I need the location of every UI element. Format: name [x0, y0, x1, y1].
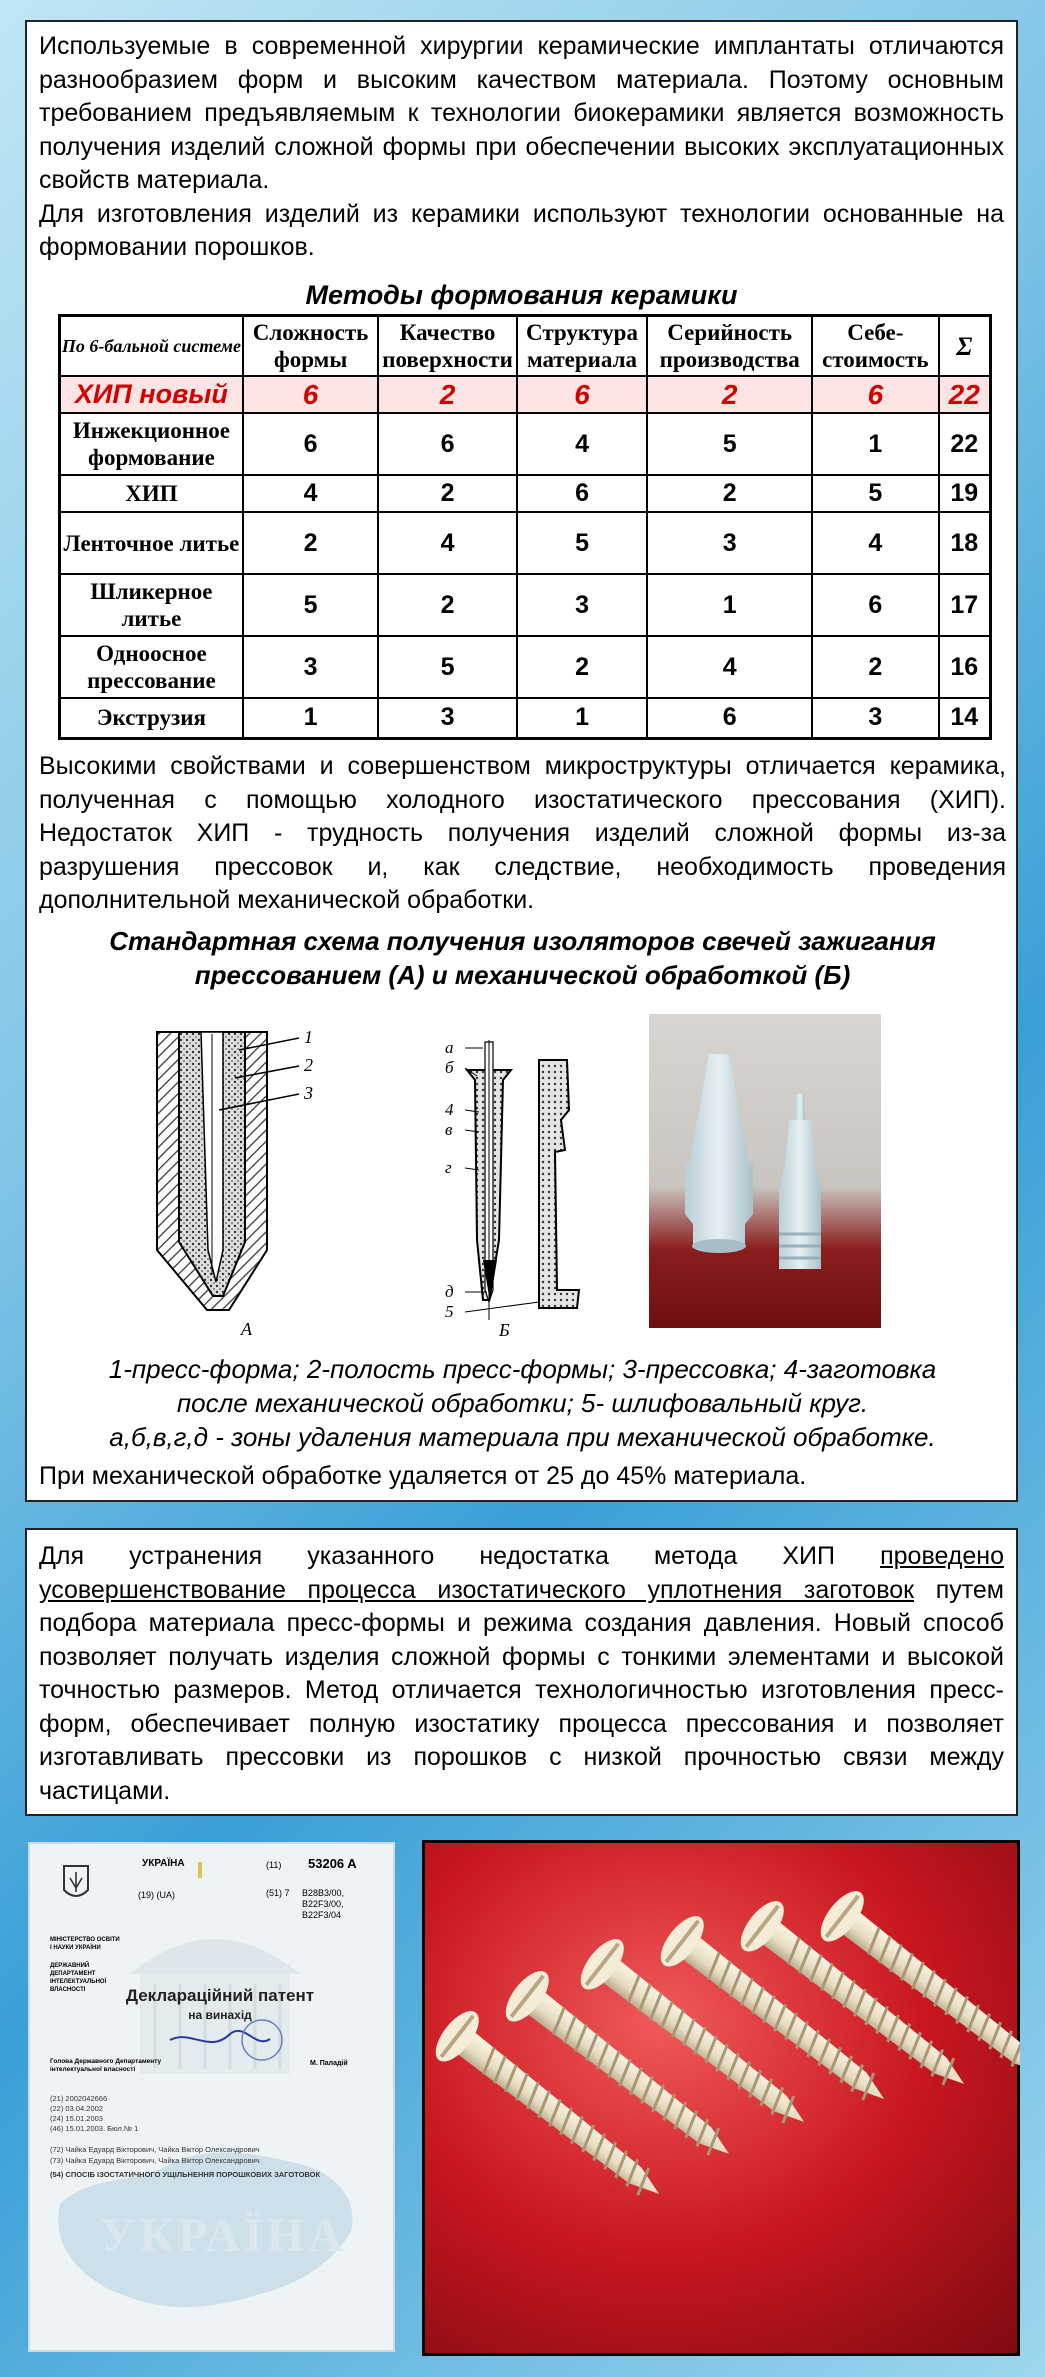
score-cell: 1 — [243, 698, 378, 738]
score-cell: 3 — [243, 636, 378, 698]
patent-date: (46) 15.01.2003. Бюл.№ 1 — [50, 2124, 139, 2133]
patent-date: (21) 2002042666 — [50, 2094, 108, 2103]
score-cell: 4 — [243, 475, 378, 512]
col-header: Серийность производства — [647, 316, 812, 377]
score-cell: 6 — [517, 475, 647, 512]
scheme-caption-line-2: после механической обработки; 5- шлифовальный круг. — [176, 1388, 869, 1418]
method-name: Ленточное литье — [60, 512, 243, 574]
method-name: Инжекционное формование — [60, 413, 243, 475]
patent-ipc-codes — [302, 1888, 344, 1921]
score-cell: 5 — [378, 636, 517, 698]
col-header: Сложность формы — [243, 316, 378, 377]
callout-number: 4 — [445, 1100, 454, 1119]
patent-code-11: (11) — [266, 1860, 282, 1870]
callout-letter: в — [445, 1120, 453, 1139]
improvement-text-start: Для устранения указанного недостатка метода ХИП — [39, 1542, 881, 1570]
diagram-a-label: А — [241, 1319, 252, 1339]
patent-ipc: B28B3/00, — [302, 1888, 345, 1898]
patent-invention-title: (54) СПОСІБ ІЗОСТАТИЧНОГО УЩІЛЬНЕННЯ ПОРОШКОВИХ ЗАГОТОВОК — [50, 2170, 321, 2179]
method-name: ХИП — [60, 475, 243, 512]
patent-code-51: (51) 7 — [266, 1888, 290, 1898]
scheme-title: Стандартная схема получения изоляторов свечей зажигания прессованием (А) и механической обработкой (Б) — [109, 926, 936, 990]
score-cell: 5 — [517, 512, 647, 574]
patent-ministry: МІНІСТЕРСТВО ОСВІТИ І НАУКИ УКРАЇНИ — [50, 1937, 120, 1951]
score-sum: 14 — [939, 698, 991, 738]
method-name: Одноосное прессование — [60, 636, 243, 698]
insulators-photo — [649, 1014, 881, 1328]
ceramic-screws-photo — [422, 1840, 1020, 2356]
score-cell: 2 — [378, 475, 517, 512]
col-header: Качество поверхности — [378, 316, 517, 377]
score-sum: 22 — [939, 376, 991, 413]
patent-title: Деклараційний патент — [125, 1986, 315, 2005]
machining-diagram-b — [427, 1040, 627, 1340]
table-row — [60, 475, 991, 512]
score-cell: 6 — [812, 574, 938, 636]
table-row — [60, 376, 991, 413]
press-mold-diagram-a — [149, 1020, 319, 1340]
table-row — [60, 636, 991, 698]
score-cell: 4 — [812, 512, 938, 574]
callout-letter: г — [445, 1158, 452, 1177]
score-cell: 2 — [812, 636, 938, 698]
removal-note: При механической обработке удаляется от 25 до 45% материала. — [39, 1462, 807, 1490]
score-cell: 6 — [378, 413, 517, 475]
score-cell: 6 — [243, 413, 378, 475]
scheme-caption-line-3: а,б,в,г,д - зоны удаления материала при механической обработке. — [109, 1422, 936, 1452]
score-cell: 2 — [378, 376, 517, 413]
callout-letter: д — [445, 1282, 454, 1301]
score-cell: 3 — [517, 574, 647, 636]
table-row — [60, 574, 991, 636]
score-cell: 4 — [378, 512, 517, 574]
patent-head: Голова Державного Департаменту інтелектуальної власності — [50, 2058, 162, 2073]
score-cell: 6 — [517, 376, 647, 413]
methods-panel — [25, 20, 1018, 1502]
score-cell: 2 — [378, 574, 517, 636]
score-cell: 4 — [647, 636, 812, 698]
score-cell: 2 — [647, 475, 812, 512]
score-cell: 4 — [517, 413, 647, 475]
table-row — [60, 413, 991, 475]
improvement-text-end: путем подбора материала пресс-формы и режима создания давления. Новый способ позволяет получать изделия сложной формы с тонкими элементами и высокой точностью размеров. Метод отличается технологичностью изготовления пресс-форм, обеспечивает полную изостатику процесса прессования и позволяет изготавливать прессовки из порошков с низкой прочностью связи между частицами. — [39, 1575, 1004, 1805]
table-header-row — [60, 316, 991, 377]
score-cell: 1 — [812, 413, 938, 475]
patent-subtitle: на винахід — [188, 2008, 252, 2022]
callout-number: 1 — [304, 1027, 313, 1047]
methods-table — [58, 314, 992, 740]
table-row — [60, 698, 991, 738]
score-sum: 19 — [939, 475, 991, 512]
patent-ipc: B22F3/04 — [302, 1910, 342, 1920]
diagram-b-label: Б — [499, 1320, 510, 1340]
score-cell: 2 — [647, 376, 812, 413]
patent-date: (24) 15.01.2003 — [50, 2114, 103, 2123]
col-header: Себе-стоимость — [812, 316, 938, 377]
patent-number: 53206 A — [308, 1856, 357, 1871]
callout-letter: б — [445, 1058, 454, 1077]
table-row — [60, 512, 991, 574]
score-cell: 3 — [812, 698, 938, 738]
callout-number: 2 — [304, 1055, 313, 1075]
score-cell: 5 — [812, 475, 938, 512]
score-cell: 3 — [378, 698, 517, 738]
callout-number: 5 — [445, 1302, 454, 1321]
intro-paragraph: Используемые в современной хирургии керамические имплантаты отличаются разнообразием форм и высоким качеством материала. Поэтому основным требованием предъявляемым к технологии биокерамики является возможность получения изделий сложной формы при обеспечении высоких эксплуатационных свойств материала. — [39, 32, 1004, 194]
table-title: Методы формования керамики — [305, 279, 738, 310]
patent-owners — [50, 2144, 380, 2166]
improvement-panel — [25, 1528, 1018, 1816]
score-cell: 1 — [647, 574, 812, 636]
score-cell: 2 — [243, 512, 378, 574]
col-header-sum: Σ — [939, 316, 991, 377]
col-header: Структура материала — [517, 316, 647, 377]
method-name: ХИП новый — [60, 376, 243, 413]
score-cell: 6 — [812, 376, 938, 413]
score-cell: 6 — [243, 376, 378, 413]
patent-owner: (73) Чайка Едуард Вікторович, Чайка Віктор Олександрович — [50, 2156, 260, 2165]
callout-number: 3 — [304, 1083, 313, 1103]
method-name: Шликерное литье — [60, 574, 243, 636]
score-sum: 22 — [939, 413, 991, 475]
score-sum: 18 — [939, 512, 991, 574]
score-cell: 6 — [647, 698, 812, 738]
patent-department: ДЕРЖАВНИЙ ДЕПАРТАМЕНТ ІНТЕЛЕКТУАЛЬНОЇ ВЛАСНОСТІ — [50, 1963, 107, 1993]
patent-document-image — [28, 1842, 395, 2352]
score-cell: 3 — [647, 512, 812, 574]
improvement-paragraph — [39, 1540, 1004, 1808]
patent-owner: (72) Чайка Едуард Вікторович, Чайка Віктор Олександрович — [50, 2145, 260, 2154]
patent-signer: М. Паладій — [310, 2060, 348, 2067]
scheme-caption-line-1: 1-пресс-форма; 2-полость пресс-формы; 3-прессовка; 4-заготовка — [108, 1354, 937, 1384]
table-corner-label: По 6-бальной системе — [60, 316, 243, 377]
method-name: Экструзия — [60, 698, 243, 738]
improvement-underlined: проведено усовершенствование процесса изостатического уплотнения заготовок — [39, 1542, 1004, 1604]
score-sum: 17 — [939, 574, 991, 636]
intro-paragraph-2: Для изготовления изделий из керамики используют технологии основанные на формовании порошков. — [39, 199, 1004, 261]
patent-ipc: B22F3/00, — [302, 1899, 344, 1909]
callout-letter: а — [445, 1040, 454, 1057]
patent-dates — [50, 2094, 138, 2134]
patent-country: УКРАЇНА — [142, 1858, 185, 1869]
patent-watermark: УКРАЇНА — [100, 2209, 347, 2262]
patent-date: (22) 03.04.2002 — [50, 2104, 103, 2113]
score-cell: 1 — [517, 698, 647, 738]
score-sum: 16 — [939, 636, 991, 698]
patent-code-19: (19) (UA) — [138, 1890, 176, 1900]
score-cell: 5 — [243, 574, 378, 636]
score-cell: 2 — [517, 636, 647, 698]
score-cell: 5 — [647, 413, 812, 475]
hip-paragraph: Высокими свойствами и совершенством микроструктуры отличается керамика, полученная с помощью холодного изостатического прессования (ХИП). Недостаток ХИП - трудность получения изделий сложной формы из-за разрушения прессовок и, как следствие, необходимость проведения дополнительной механической обработки. — [39, 752, 1006, 914]
